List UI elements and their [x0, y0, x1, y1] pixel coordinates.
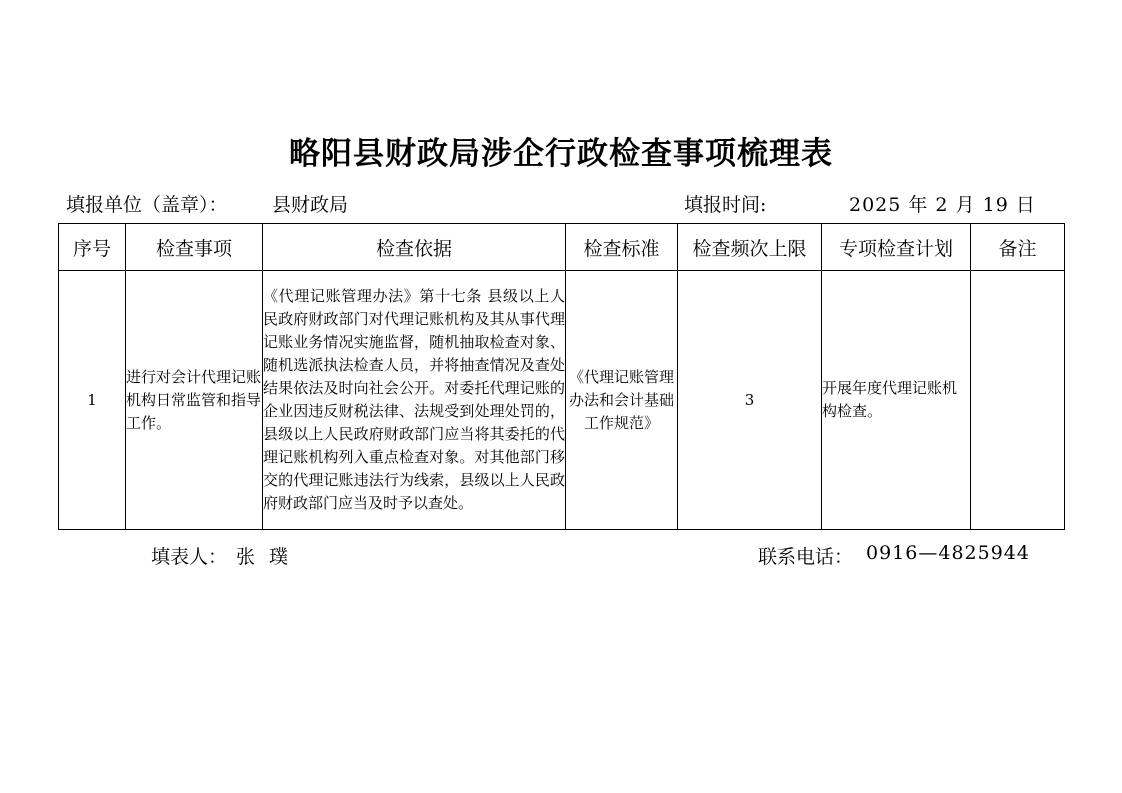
unit-value: 县财政局 [272, 194, 349, 216]
cell-basis: 《代理记账管理办法》第十七条 县级以上人民政府财政部门对代理记账机构及其从事代理记账业务情况实施监督，随机抽取检查对象、随机选派执法检查人员，并将抽查情况及查处结果依法及时向社会公开。对委托代理记账的企业因违反财税法律、法规受到处理处罚的，县级以上人民政府财政部门应当将其委托的代理记账机构列入重点检查对象。对其他部门移交的代理记账违法行为线索，县级以上人民政府财政部门应当及时予以查处。 [263, 271, 566, 530]
inspection-table [58, 223, 1065, 530]
phone-label: 联系电话： [758, 546, 854, 568]
column-header-remark: 备注 [971, 224, 1065, 271]
fill-time-label: 填报时间: [684, 194, 767, 216]
column-header-plan: 专项检查计划 [822, 224, 971, 271]
page-title: 略阳县财政局涉企行政检查事项梳理表 [289, 136, 833, 172]
unit-label: 填报单位（盖章）： [66, 194, 228, 216]
cell-remark [971, 271, 1065, 530]
table-header-row [59, 224, 1065, 271]
column-header-item: 检查事项 [126, 224, 263, 271]
cell-frequency: 3 [678, 271, 822, 530]
column-header-frequency: 检查频次上限 [678, 224, 822, 271]
column-header-seq: 序号 [59, 224, 126, 271]
cell-standard: 《代理记账管理办法和会计基础工作规范》 [566, 271, 678, 530]
cell-seq: 1 [59, 271, 126, 530]
column-header-basis: 检查依据 [263, 224, 566, 271]
cell-plan: 开展年度代理记账机构检查。 [822, 271, 971, 530]
phone-number: 0916—4825944 [866, 542, 1030, 564]
fill-time-value: 2025 年 2 月 19 日 [849, 194, 1036, 216]
table-row [59, 271, 1065, 530]
column-header-standard: 检查标准 [566, 224, 678, 271]
filler-label: 填表人： [151, 546, 228, 568]
cell-item: 进行对会计代理记账机构日常监管和指导工作。 [126, 271, 263, 530]
filler-name: 张 璞 [236, 546, 293, 568]
